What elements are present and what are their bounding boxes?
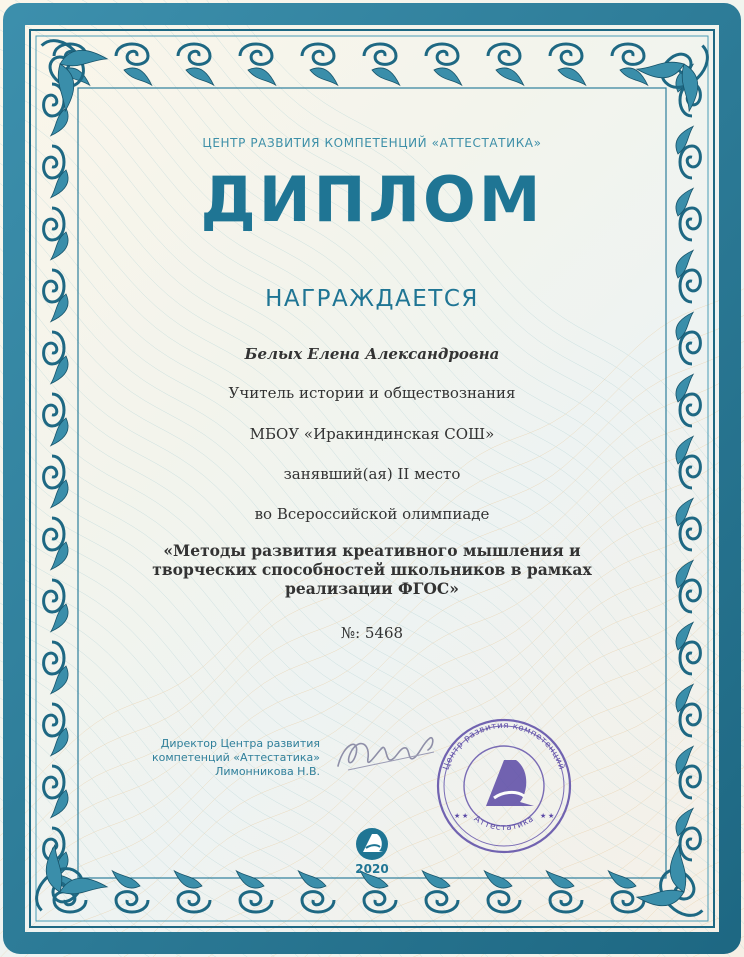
svg-text:★ ★: ★ ★ <box>454 812 469 820</box>
stamp-bottom-text: Аттестатика <box>471 813 537 834</box>
awarded-label: НАГРАЖДАЕТСЯ <box>265 286 479 312</box>
director-block <box>118 737 320 779</box>
attestatika-logo-icon <box>352 826 392 862</box>
organization-name: ЦЕНТР РАЗВИТИЯ КОМПЕТЕНЦИЙ «АТТЕСТАТИКА» <box>202 136 542 150</box>
svg-text:★ ★: ★ ★ <box>540 812 555 820</box>
olympiad-topic: «Методы развития креативного мышления и творческих способностей школьников в рамках реализации ФГОС» <box>152 541 592 598</box>
recipient-name: Белых Елена Александровна <box>244 345 500 363</box>
issue-year: 2020 <box>355 862 389 876</box>
director-title-line2: компетенций «Аттестатика» <box>152 751 320 764</box>
stamp-top-text: Центр развития компетенций <box>441 720 567 772</box>
official-stamp <box>424 714 584 854</box>
recipient-school: МБОУ «Иракиндинская СОШ» <box>249 425 495 443</box>
director-name: Лимонникова Н.В. <box>215 765 320 778</box>
diploma-number: №: 5468 <box>340 624 404 642</box>
event-name: во Всероссийской олимпиаде <box>254 505 490 523</box>
director-title-line1: Директор Центра развития <box>160 737 320 750</box>
document-title: ДИПЛОМ <box>200 163 544 236</box>
svg-text:Аттестатика <box>472 814 536 833</box>
recipient-position: Учитель истории и обществознания <box>228 384 516 402</box>
result-place: занявший(ая) II место <box>283 465 461 483</box>
